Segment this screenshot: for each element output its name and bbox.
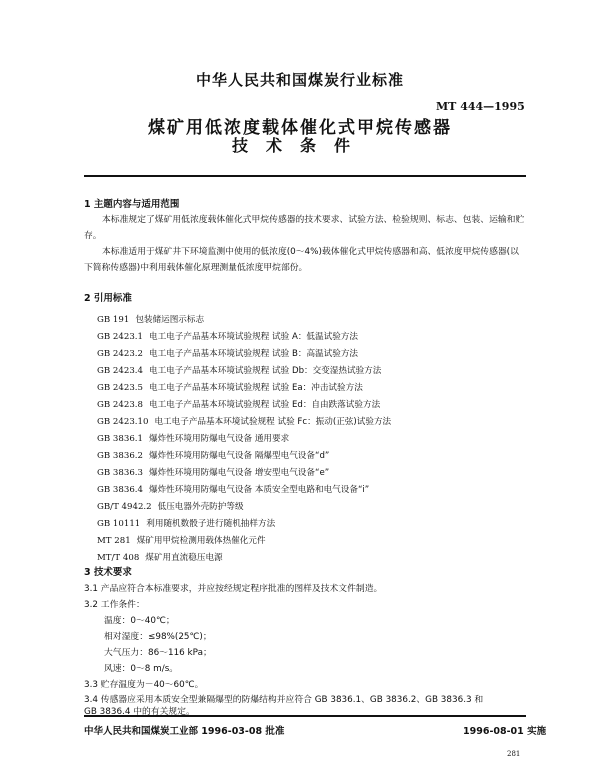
section-2-heading: 2 引用标准	[84, 293, 132, 304]
section-1-para-2: 本标准适用于煤矿井下环境监测中使用的低浓度(0～4%)载体催化式甲烷传感器和高、低浓度甲烷传感器(以下简称传感器)中利用载体催化原理测量低浓度甲烷部份。	[84, 247, 519, 273]
document-subtitle: 技术条件	[231, 136, 368, 155]
reference-item: GB 3836.2 爆炸性环境用防爆电气设备 隔爆型电气设备“d”	[97, 451, 330, 461]
reference-item: GB 2423.5 电工电子产品基本环境试验规程 试验 Ea：冲击试验方法	[97, 383, 363, 393]
reference-item: MT/T 408 煤矿用直流稳压电源	[97, 553, 223, 563]
clause-3-3: 3.3 贮存温度为－40～60℃。	[84, 680, 204, 690]
header-rule	[84, 175, 526, 177]
clause-3-2: 3.2 工作条件：	[84, 600, 145, 610]
clause-3-1: 3.1 产品应符合本标准要求，并应按经规定程序批准的图样及技术文件制造。	[84, 584, 383, 594]
clause-3-4-line-2: GB 3836.4 中的有关规定。	[84, 707, 195, 717]
reference-item: GB 2423.10 电工电子产品基本环境试验规程 试验 Fc：振动(正弦)试验方法	[97, 417, 392, 427]
reference-item: GB/T 4942.2 低压电器外壳防护等级	[97, 502, 244, 512]
standard-number: MT 444—1995	[436, 100, 525, 113]
implementation-date: 1996-08-01 实施	[463, 726, 547, 737]
reference-item: GB 2423.2 电工电子产品基本环境试验规程 试验 B：高温试验方法	[97, 349, 359, 359]
reference-item: GB 2423.4 电工电子产品基本环境试验规程 试验 Db：交变湿热试验方法	[97, 366, 382, 376]
reference-item: GB 191 包装储运图示标志	[97, 315, 205, 325]
reference-item: GB 3836.3 爆炸性环境用防爆电气设备 增安型电气设备“e”	[97, 468, 330, 478]
section-1-para-1: 本标准规定了煤矿用低浓度载体催化式甲烷传感器的技术要求、试验方法、检验规则、标志、包装、运输和贮存。	[84, 215, 525, 241]
condition-pressure: 大气压力：86～116 kPa；	[104, 648, 212, 658]
condition-wind-speed: 风速：0～8 m/s。	[104, 664, 179, 674]
condition-humidity: 相对湿度：≤98%(25℃)；	[104, 632, 212, 642]
reference-item: MT 281 煤矿用甲烷检测用载体热催化元件	[97, 536, 266, 546]
reference-item: GB 3836.1 爆炸性环境用防爆电气设备 通用要求	[97, 434, 290, 444]
document-title: 煤矿用低浓度载体催化式甲烷传感器	[148, 118, 452, 138]
condition-temperature: 温度：0～40℃；	[104, 616, 175, 626]
reference-item: GB 10111 利用随机数骰子进行随机抽样方法	[97, 519, 276, 529]
section-3-heading: 3 技术要求	[84, 567, 132, 578]
reference-item: GB 2423.8 电工电子产品基本环境试验规程 试验 Ed：自由跌落试验方法	[97, 400, 381, 410]
clause-3-4-line-1: 3.4 传感器应采用本质安全型兼隔爆型的防爆结构并应符合 GB 3836.1、GB 3836.2、GB 3836.3 和	[84, 695, 484, 705]
issuing-org: 中华人民共和国煤炭行业标准	[195, 71, 404, 89]
approval-line: 中华人民共和国煤炭工业部 1996-03-08 批准	[84, 726, 285, 737]
page-number: 281	[507, 750, 521, 758]
reference-item: GB 3836.4 爆炸性环境用防爆电气设备 本质安全型电路和电气设备“i”	[97, 485, 370, 495]
section-1-heading: 1 主题内容与适用范围	[84, 199, 180, 210]
reference-item: GB 2423.1 电工电子产品基本环境试验规程 试验 A：低温试验方法	[97, 332, 358, 342]
